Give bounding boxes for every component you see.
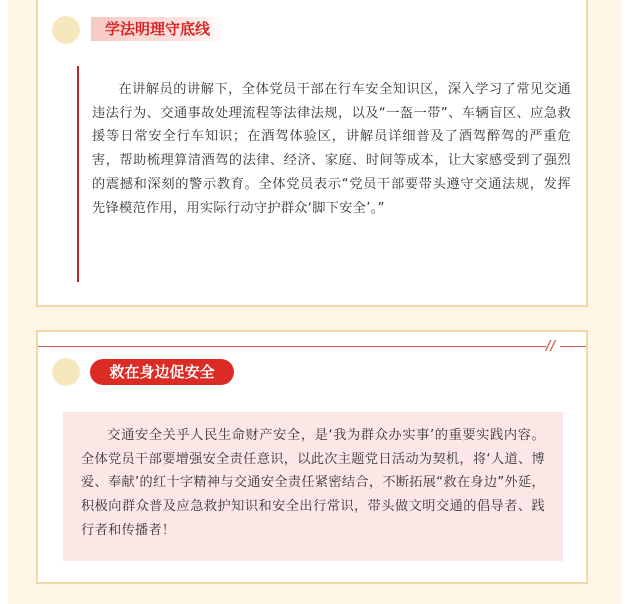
section-paragraph: 在讲解员的讲解下，全体党员干部在行车安全知识区，深入学习了常见交通违法行为、交通事故处理流程等法律法规，以及“一盔一带”、车辆盲区、应急救援等日常安全行车知识；在酒驾体验区，讲解员详细普及了酒驾醉驾的严重危害，帮助梳理算清酒驾的法律、经济、家庭、时间等成本，让大家感受到了强烈的震撼和深刻的警示教育。全体党员表示“党员干部要带头遵守交通法规，发挥先锋模范作用，用实际行动守护群众‘脚下安全’。” — [92, 82, 571, 216]
highlight-box — [63, 412, 563, 561]
divider-line — [38, 346, 586, 347]
section-paragraph: 交通安全关乎人民生命财产安全，是‘我为群众办实事’的重要实践内容。全体党员干部要增强安全责任意识，以此次主题党日活动为契机，将‘人道、博爱、奉献’的红十字精神与交通安全责任紧密结合，不断拓展“救在身边”外延，积极向群众普及应急救护知识和安全出行常识，带头做文明交通的倡导者、践行者和传播者！ — [81, 428, 545, 538]
section-card-law — [36, 0, 588, 307]
decorative-circle-icon — [52, 16, 80, 44]
quote-bar — [77, 66, 79, 282]
decorative-circle-icon — [52, 358, 80, 386]
section-title-badge: 救在身边促安全 — [90, 359, 234, 385]
section-card-rescue — [36, 330, 588, 584]
double-slash-icon: // — [546, 339, 560, 355]
section-title: 学法明理守底线 — [91, 17, 225, 41]
